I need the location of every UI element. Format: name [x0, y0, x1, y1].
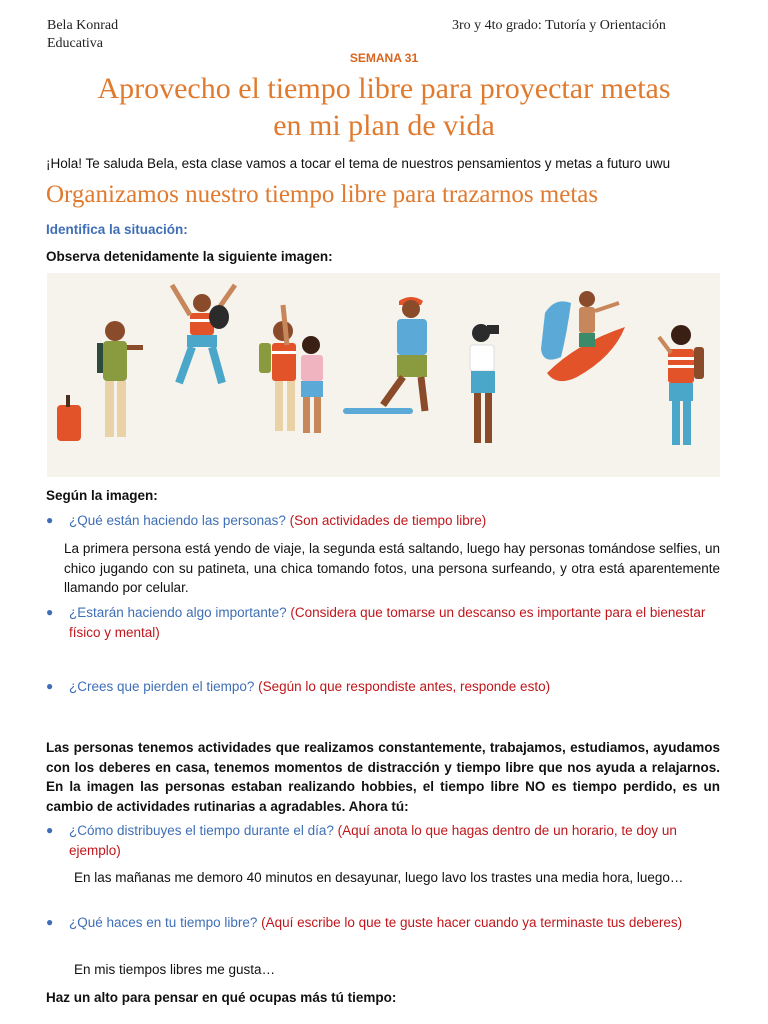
question-5 — [69, 913, 720, 933]
bullet-icon: ● — [46, 915, 54, 929]
selfie-couple-figure — [259, 305, 323, 433]
traveler-figure — [57, 321, 143, 441]
bullet-icon: ● — [46, 679, 54, 693]
question-1-text: ¿Qué están haciendo las personas? — [69, 513, 286, 528]
question-3 — [69, 677, 719, 697]
photographer-figure — [470, 324, 499, 443]
question-1-hint: (Son actividades de tiempo libre) — [289, 513, 487, 528]
question-5-hint: (Aquí escribe lo que te guste hacer cuando ya terminaste tus deberes) — [261, 915, 683, 930]
jumping-figure — [172, 285, 235, 383]
body-paragraph: Las personas tenemos actividades que realizamos constantemente, trabajamos, estudiamos, ayudamos con los deberes en casa, tenemos momentos de distracción y tiempo libre que nos ayuda a relajarnos. En la imagen las personas estaban realizando hobbies, el tiempo libre NO es tiempo perdido, es un cambio de actividades rutinarias a agradables. Ahora tú: — [46, 740, 720, 814]
question-4 — [69, 821, 719, 860]
bullet-icon: ● — [46, 605, 54, 619]
identify-label: Identifica la situación: — [46, 222, 188, 237]
author-name: Bela Konrad — [47, 18, 119, 33]
question-3-hint: (Según lo que respondiste antes, responde esto) — [258, 679, 551, 694]
closing-prompt: Haz un alto para pensar en qué ocupas más tú tiempo: — [46, 990, 397, 1005]
author-org: Educativa — [47, 36, 103, 51]
segun-label: Según la imagen: — [46, 488, 158, 503]
question-3-text: ¿Crees que pierden el tiempo? — [69, 679, 255, 694]
phone-caller-figure — [659, 325, 704, 445]
skateboarder-figure — [343, 297, 427, 414]
section-heading: Organizamos nuestro tiempo libre para trazarnos metas — [46, 181, 599, 208]
question-2-hint: (Considera que tomarse un descanso es importante para el bienestar físico y mental) — [69, 605, 706, 640]
question-1 — [69, 511, 719, 531]
question-4-hint: (Aquí anota lo que hagas dentro de un horario, te doy un ejemplo) — [69, 823, 677, 858]
bullet-icon: ● — [46, 823, 54, 837]
answer-4: En las mañanas me demoro 40 minutos en desayunar, luego lavo los trastes una media hora, luego… — [74, 870, 684, 885]
course-label: 3ro y 4to grado: Tutoría y Orientación — [452, 18, 666, 33]
bullet-icon: ● — [46, 513, 54, 527]
question-5-text: ¿Qué haces en tu tiempo libre? — [69, 915, 258, 930]
question-2-text: ¿Estarán haciendo algo importante? — [69, 605, 287, 620]
surfer-figure — [541, 291, 625, 381]
observe-instruction: Observa detenidamente la siguiente imagen: — [46, 249, 333, 264]
title-line-1: Aprovecho el tiempo libre para proyectar metas — [97, 72, 671, 105]
question-4-text: ¿Cómo distribuyes el tiempo durante el día? — [69, 823, 334, 838]
illustration-svg — [47, 273, 720, 477]
question-2 — [69, 603, 719, 642]
answer-1: La primera persona está yendo de viaje, la segunda está saltando, luego hay personas tomándose selfies, un chico jugando con su patineta, una chica tomando fotos, una persona surfeando, y otra está aparentemente llamando por celular. — [64, 541, 720, 595]
intro-text: ¡Hola! Te saluda Bela, esta clase vamos a tocar el tema de nuestros pensamientos y metas a futuro uwu — [46, 156, 671, 171]
week-label: SEMANA 31 — [349, 51, 419, 65]
page-title — [40, 70, 728, 144]
answer-5: En mis tiempos libres me gusta… — [74, 962, 276, 977]
people-leisure-illustration — [47, 273, 720, 477]
title-line-2: en mi plan de vida — [273, 109, 495, 142]
